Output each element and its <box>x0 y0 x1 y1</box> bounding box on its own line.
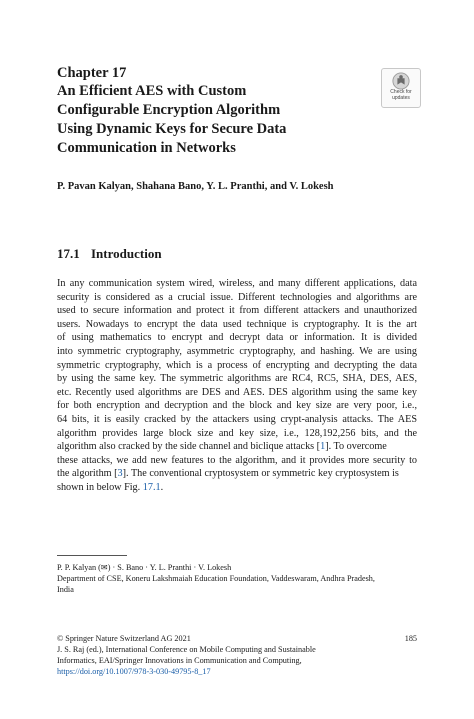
check-for-updates-badge[interactable] <box>381 68 421 108</box>
body-line: In any communication system wired, wireless, and many different applications, data <box>57 278 417 289</box>
author-footnote <box>57 562 417 595</box>
body-line: 64 bits, it is easily cracked by the attackers using crypt-analysis attacks. The AES <box>57 413 417 425</box>
footnote-affiliation: Department of CSE, Koneru Lakshmaiah Education Foundation, Vaddeswaram, Andhra Pradesh, <box>57 574 375 583</box>
body-line-text: . <box>160 481 164 493</box>
body-line: of using mathematics to encrypt and decrypt data or information. It is divided <box>57 332 417 344</box>
body-line-text: algorithm also cracked by the side channel and biclique attacks [ <box>57 441 321 453</box>
section-title: Introduction <box>91 246 162 261</box>
copyright-line: © Springer Nature Switzerland AG 2021 <box>57 634 191 643</box>
citation-link[interactable]: 3 <box>117 468 123 480</box>
body-line-text: shown in below Fig. <box>57 481 143 493</box>
copyright-block <box>57 633 417 677</box>
body-line: security is considered as a crucial issue. Different technologies and algorithms are <box>57 291 417 303</box>
body-line <box>57 440 417 454</box>
citation-line: Informatics, EAI/Springer Innovations in Communication and Computing, <box>57 656 302 665</box>
chapter-title-line: Using Dynamic Keys for Secure Data <box>57 121 287 137</box>
chapter-title <box>57 82 377 158</box>
page-number: 185 <box>404 634 417 643</box>
badge-text-line1: Check for <box>390 89 412 95</box>
chapter-title-line: An Efficient AES with Custom <box>57 83 247 99</box>
footnote-divider <box>57 555 127 556</box>
chapter-title-line: Communication in Networks <box>57 140 236 156</box>
citation-line: J. S. Raj (ed.), International Conference on Mobile Computing and Sustainable <box>57 645 316 654</box>
body-line: by using the same key. The symmetric algorithms are RC4, RC5, SHA, DES, AES, <box>57 373 417 385</box>
chapter-label: Chapter 17 <box>57 65 127 81</box>
chapter-title-line: Configurable Encryption Algorithm <box>57 102 281 118</box>
badge-text-line2: updates <box>392 94 410 101</box>
body-line <box>57 467 417 481</box>
doi-link[interactable]: https://doi.org/10.1007/978-3-030-49795-8_17 <box>57 667 211 676</box>
body-line: into symmetric cryptography, asymmetric cryptography, and hashing. We are using <box>57 345 417 357</box>
body-line <box>57 481 417 495</box>
body-line: symmetric cryptography, which is a process of encrypting and decrypting the data <box>57 359 417 371</box>
body-paragraph <box>57 277 417 495</box>
section-number: 17.1 <box>57 246 80 261</box>
section-heading <box>57 246 162 262</box>
footnote-affiliation: India <box>57 585 74 594</box>
body-line: etc. Recently used algorithms are DES and AES. DES algorithm using the same key <box>57 386 417 398</box>
body-line: for both encryption and decryption and the block and key size are very poor, i.e., <box>57 400 417 412</box>
check-for-updates-icon <box>392 72 410 90</box>
figure-link[interactable]: 17.1 <box>142 481 161 493</box>
body-line: algorithm provides large block size and key size, i.e., 128,192,256 bits, and the <box>57 427 417 439</box>
body-line: used to secure information and protect it from different attackers and unauthorized <box>57 305 417 317</box>
body-line-text: the algorithm [ <box>57 468 118 480</box>
author-list: P. Pavan Kalyan, Shahana Bano, Y. L. Pranthi, and V. Lokesh <box>57 181 334 192</box>
body-line: these attacks, we add new features to the algorithm, and it provides more security to <box>57 454 417 466</box>
chapter-header <box>57 64 377 158</box>
citation-link[interactable]: 1 <box>320 441 326 453</box>
body-line-text: ]. The conventional cryptosystem or symmetric key cryptosystem is <box>122 468 399 480</box>
body-line: users. Nowadays to encrypt the data used technique is cryptography. It is the art <box>57 318 417 330</box>
body-line-text: ]. To overcome <box>325 441 387 453</box>
footnote-authors: P. P. Kalyan (✉) · S. Bano · Y. L. Pranthi · V. Lokesh <box>57 563 232 572</box>
